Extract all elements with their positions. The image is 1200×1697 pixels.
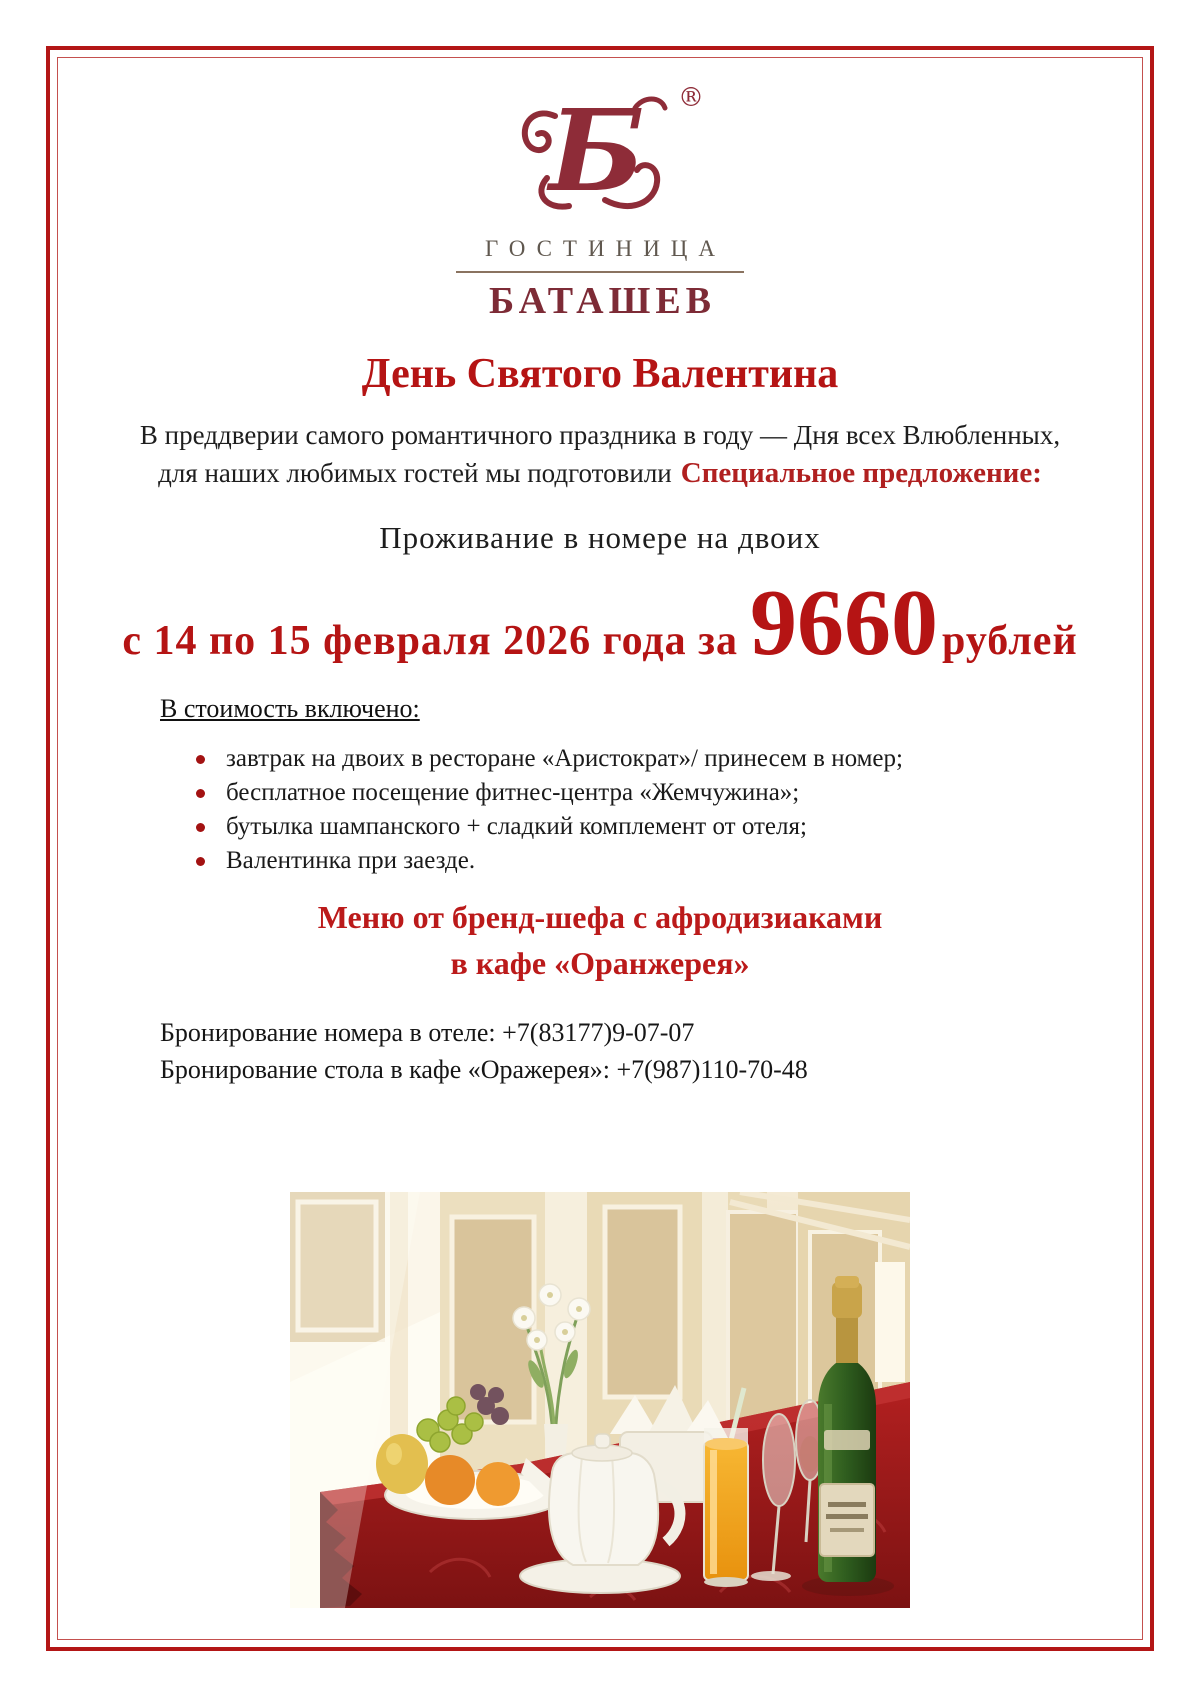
- price-suffix: рублей: [942, 618, 1078, 664]
- bullet-icon: [196, 857, 205, 866]
- list-item: [196, 844, 903, 878]
- intro-line1: В преддверии самого романтичного праздника в году — Дня всех Влюбленных,: [139, 420, 1061, 450]
- room-service-photo: [290, 1192, 910, 1608]
- list-item-text: бесплатное посещение фитнес-центра «Жемчужина»;: [226, 779, 800, 806]
- list-item: [196, 776, 903, 810]
- monogram-icon: [485, 78, 715, 220]
- menu-promo-line2: в кафе «Оранжерея»: [450, 945, 750, 981]
- list-item-text: бутылка шампанского + сладкий комплемент от отеля;: [226, 813, 807, 840]
- includes-heading: В стоимость включено:: [160, 694, 420, 723]
- hotel-subtitle: ГОСТИНИЦА: [484, 236, 727, 261]
- intro-line2: для наших любимых гостей мы подготовили: [158, 458, 672, 488]
- list-item-text: Валентинка при заезде.: [226, 847, 476, 874]
- brand-divider: [456, 271, 744, 273]
- intro-paragraph: [0, 416, 1200, 492]
- price-prefix: с 14 по 15 февраля 2026 года за: [122, 618, 739, 664]
- booking-cafe-phone: Бронирование стола в кафе «Оражерея»: +7(987)110-70-48: [160, 1055, 808, 1084]
- monogram-letter: Б: [549, 86, 645, 217]
- bullet-icon: [196, 755, 205, 764]
- booking-hotel-phone: Бронирование номера в отеле: +7(83177)9-07-07: [160, 1018, 695, 1047]
- menu-promo-line1: Меню от бренд-шефа с афродизиаками: [317, 899, 883, 935]
- hotel-logo: [0, 78, 1200, 220]
- price-line: [0, 571, 1200, 675]
- booking-info: [160, 1014, 808, 1088]
- registered-mark: ®: [678, 83, 704, 113]
- list-item: [196, 742, 903, 776]
- menu-promo: [0, 894, 1200, 986]
- photo-illustration: [290, 1192, 910, 1608]
- list-item-text: завтрак на двоих в ресторане «Аристократ»/ принесем в номер;: [226, 745, 903, 772]
- offer-subtitle: Проживание в номере на двоих: [379, 520, 821, 555]
- page-title: День Святого Валентина: [361, 351, 839, 397]
- list-item: [196, 810, 903, 844]
- bullet-icon: [196, 789, 205, 798]
- special-offer-highlight: Специальное предложение:: [680, 457, 1042, 489]
- price-value: 9660: [750, 571, 939, 675]
- hotel-name: БАТАШЕВ: [488, 280, 717, 322]
- bullet-icon: [196, 823, 205, 832]
- includes-list: [196, 742, 903, 878]
